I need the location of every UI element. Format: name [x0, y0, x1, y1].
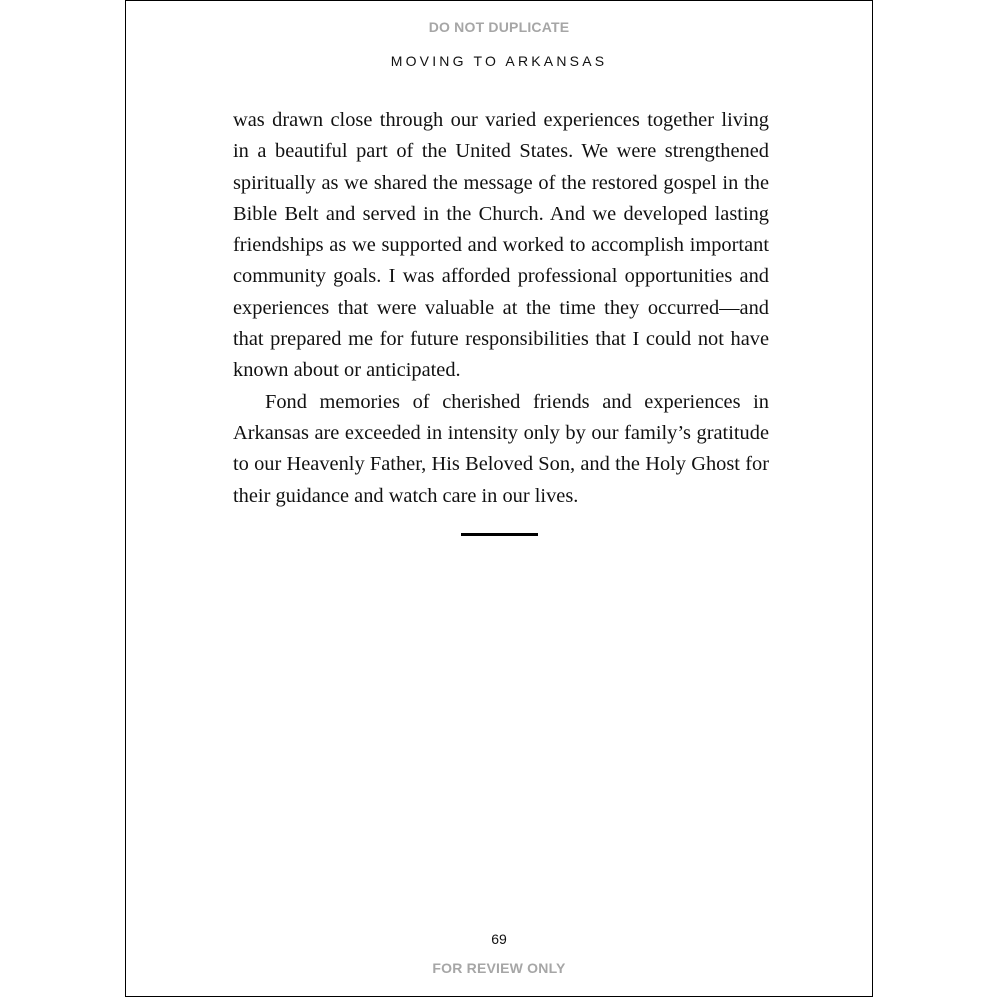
watermark-bottom: FOR REVIEW ONLY [432, 960, 566, 976]
section-end-rule [461, 533, 538, 536]
paragraph-2: Fond memories of cherished friends and experiences in Arkansas are exceeded in intensity only by our family’s gratitude to our Heavenly Father, His Beloved Son, and the Holy Ghost for their guidance and watch care in our lives. [233, 390, 769, 507]
body-text [233, 105, 769, 512]
paragraph-1: was drawn close through our varied experiences together living in a beautiful part of the United States. We were strengthened spiritually as we shared the message of the restored gospel in the Bible Belt and served in the Church. And we developed lasting friendships as we supported and worked to accomplish important community goals. I was afforded professional opportunities and experiences that were valuable at the time they occurred—and that prepared me for future responsibilities that I could not have known about or anticipated. [233, 109, 769, 382]
watermark-top: DO NOT DUPLICATE [428, 19, 570, 35]
page-number: 69 [491, 931, 507, 947]
running-header: MOVING TO ARKANSAS [390, 53, 608, 69]
book-page [125, 0, 873, 997]
